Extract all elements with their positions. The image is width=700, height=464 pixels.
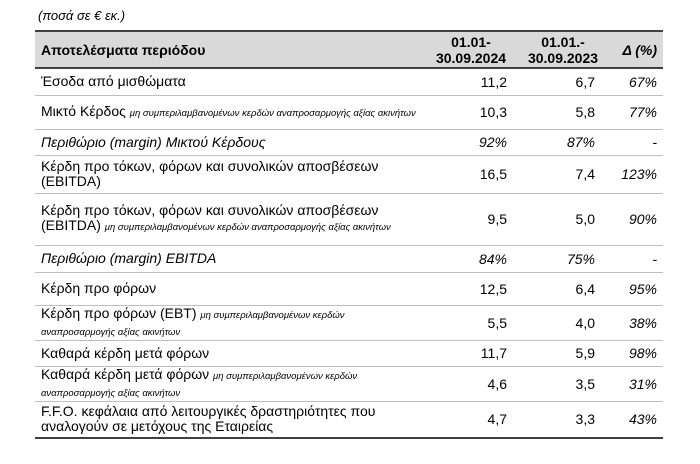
table-row-gross-profit-adj — [35, 95, 663, 129]
row-label-sub: μη συμπεριλαμβανομένων κερδών αναπροσαρμογής αξίας ακινήτων — [129, 107, 416, 119]
table-row-ffo — [35, 401, 663, 438]
row-label-sub: μη συμπεριλαμβανομένων κερδών αναπροσαρμογής αξίας ακινήτων — [104, 222, 391, 233]
row-label — [35, 272, 423, 305]
table-row-net-profit — [35, 340, 663, 366]
row-value-2023: 5,8 — [519, 95, 607, 129]
row-value-2023: 6,4 — [519, 272, 607, 305]
row-label-main: Κέρδη προ φόρων — [41, 280, 157, 296]
row-label-main: Έσοδα από μισθώματα — [41, 73, 186, 90]
row-value-2024: 9,5 — [423, 193, 519, 245]
row-value-2024: 4,7 — [423, 401, 519, 438]
row-label-sub: μη συμπεριλαμβανομένων κερδών αναπροσαρμογής αξίας ακινήτων — [41, 309, 345, 338]
header-label: Αποτελέσματα περιόδου — [35, 31, 423, 68]
row-value-2023: 4,0 — [519, 305, 607, 340]
row-delta: 98% — [607, 340, 663, 366]
row-label-main: Κέρδη προ τόκων, φόρων και συνολικών αποσβέσεων (EBITDA) — [41, 158, 379, 189]
row-value-2023: 5,9 — [519, 340, 607, 366]
row-label-main: Καθαρά κέρδη μετά φόρων — [41, 365, 210, 382]
row-label — [35, 401, 423, 438]
header-period-2024-line2: 30.09.2024 — [435, 49, 507, 66]
row-label-main: Περιθώριο (margin) EBITDA — [41, 250, 217, 266]
row-value-2024: 5,5 — [423, 305, 519, 340]
row-label-main: Κέρδη προ φόρων (EBT) — [41, 304, 197, 321]
header-period-2023 — [519, 31, 607, 68]
row-delta: 31% — [607, 366, 663, 401]
row-label — [35, 95, 423, 129]
row-value-2024: 4,6 — [423, 366, 519, 401]
row-value-2023: 6,7 — [519, 68, 607, 95]
row-label — [35, 305, 423, 340]
table-row-gross-margin — [35, 129, 663, 155]
row-label — [35, 193, 423, 245]
header-row — [35, 31, 663, 68]
row-label — [35, 340, 423, 366]
table-row-net-profit-adj — [35, 366, 663, 401]
row-value-2023: 7,4 — [519, 155, 607, 193]
header-period-2024-line1: 01.01- — [451, 33, 491, 50]
table-row-rental-income — [35, 68, 663, 95]
row-value-2024: 10,3 — [423, 95, 519, 129]
row-label — [35, 68, 423, 95]
table-row-ebt-adj — [35, 305, 663, 340]
row-label-main: Κέρδη προ τόκων, φόρων και συνολικών αποσβέσεων (EBITDA) — [41, 202, 379, 233]
header-delta: Δ (%) — [607, 31, 663, 68]
table-row-ebt — [35, 272, 663, 305]
row-delta: 95% — [607, 272, 663, 305]
row-label — [35, 366, 423, 401]
row-label-main: Μικτό Κέρδος — [41, 102, 126, 119]
row-label-main: Καθαρά κέρδη μετά φόρων — [41, 344, 210, 361]
amounts-note: (ποσά σε € εκ.) — [38, 8, 126, 23]
row-delta: 38% — [607, 305, 663, 340]
header-period-2023-line2: 30.09.2023 — [527, 49, 599, 66]
row-delta: 43% — [607, 401, 663, 438]
header-period-2024 — [423, 31, 519, 68]
row-value-2023: 3,3 — [519, 401, 607, 438]
table-row-ebitda-margin — [35, 245, 663, 272]
row-value-2024: 11,2 — [423, 68, 519, 95]
row-value-2023: 3,5 — [519, 366, 607, 401]
row-label — [35, 245, 423, 272]
row-delta: 90% — [607, 193, 663, 245]
row-label — [35, 155, 423, 193]
table-row-ebitda-adj — [35, 193, 663, 245]
row-delta: 77% — [607, 95, 663, 129]
row-value-2024: 16,5 — [423, 155, 519, 193]
row-value-2024: 92% — [423, 129, 519, 155]
results-table — [35, 30, 663, 439]
row-label — [35, 129, 423, 155]
row-delta: 67% — [607, 68, 663, 95]
row-label-main: Περιθώριο (margin) Μικτού Κέρδους — [41, 133, 266, 150]
row-delta: - — [607, 129, 663, 155]
row-label-main: F.F.O. κεφάλαια από λειτουργικές δραστηριότητες που αναλογούν σε μετόχους της Εταιρείας — [41, 403, 376, 435]
table-row-ebitda — [35, 155, 663, 193]
row-value-2024: 11,7 — [423, 340, 519, 366]
row-value-2023: 87% — [519, 129, 607, 155]
header-period-2023-line1: 01.01.- — [541, 33, 585, 50]
row-label-sub: μη συμπεριλαμβανομένων κερδών αναπροσαρμογής αξίας ακινήτων — [41, 370, 358, 399]
row-value-2023: 5,0 — [519, 193, 607, 245]
row-value-2024: 84% — [423, 245, 519, 272]
row-value-2024: 12,5 — [423, 272, 519, 305]
row-delta: - — [607, 245, 663, 272]
row-value-2023: 75% — [519, 245, 607, 272]
row-delta: 123% — [607, 155, 663, 193]
